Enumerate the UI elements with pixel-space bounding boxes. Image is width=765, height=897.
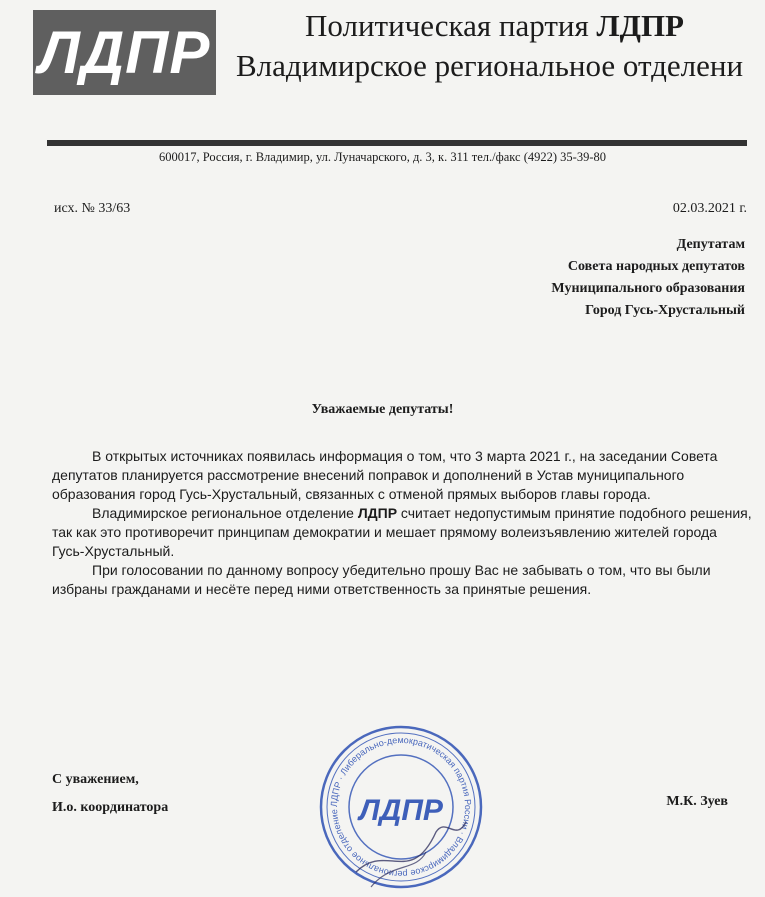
paragraph-2-acronym: ЛДПР xyxy=(357,505,398,521)
recipient-line: Город Гусь-Хрустальный xyxy=(585,303,745,318)
recipients-block xyxy=(551,234,745,322)
paragraph-2-prefix: Владимирское региональное отделение xyxy=(92,505,358,521)
recipient-line: Совета народных депутатов xyxy=(567,259,745,274)
closing-block xyxy=(52,766,168,822)
paragraph-3: При голосовании по данному вопросу убедительно прошу Вас не забывать о том, что вы были избраны гражданами и несёте перед ними ответственность за принятые решения. xyxy=(52,562,711,597)
party-logo xyxy=(33,10,216,95)
outgoing-reference: исх. № 33/63 xyxy=(54,201,131,216)
stamp-ring-text: ЛДПР · Либерально-демократическая партия России · Владимирское региональное отделение xyxy=(328,734,474,880)
letter-date: 02.03.2021 г. xyxy=(672,201,747,216)
address-line: 600017, Россия, г. Владимир, ул. Луначарского, д. 3, к. 311 тел./факс (4922) 35-39-80 xyxy=(158,150,606,164)
letter-body xyxy=(52,447,752,599)
paragraph-1: В открытых источниках появилась информация о том, что 3 марта 2021 г., на заседании Совета депутатов планируется рассмотрение внесений поправок и дополнений в Устав муниципального образования город Гусь-Хрустальный, связанных с отменой прямых выборов главы города. xyxy=(52,448,718,502)
logo-text: ЛДПР xyxy=(38,19,211,86)
position-line: И.о. координатора xyxy=(52,800,169,815)
branch-title: Владимирское региональное отделени xyxy=(236,48,744,83)
recipient-line: Депутатам xyxy=(676,237,745,252)
party-prefix: Политическая партия xyxy=(305,8,589,43)
salutation: Уважаемые депутаты! xyxy=(311,402,454,417)
paragraph-2 xyxy=(52,504,752,561)
stamp-graphic xyxy=(316,722,486,892)
signer-name: М.К. Зуев xyxy=(666,794,728,809)
stamp-center-text: ЛДПР xyxy=(359,794,443,827)
party-stamp xyxy=(316,722,486,892)
party-title xyxy=(305,8,684,44)
paragraph-2-suffix: считает недопустимым принятие подобного решения, так как это противоречит принципам демократии и мешает прямому волеизъявлению жителей города Гусь-Хрустальный. xyxy=(52,505,752,559)
party-acronym: ЛДПР xyxy=(596,8,684,43)
regards-line: С уважением, xyxy=(52,772,139,787)
recipient-line: Муниципального образования xyxy=(551,281,745,296)
header-divider xyxy=(47,140,747,146)
